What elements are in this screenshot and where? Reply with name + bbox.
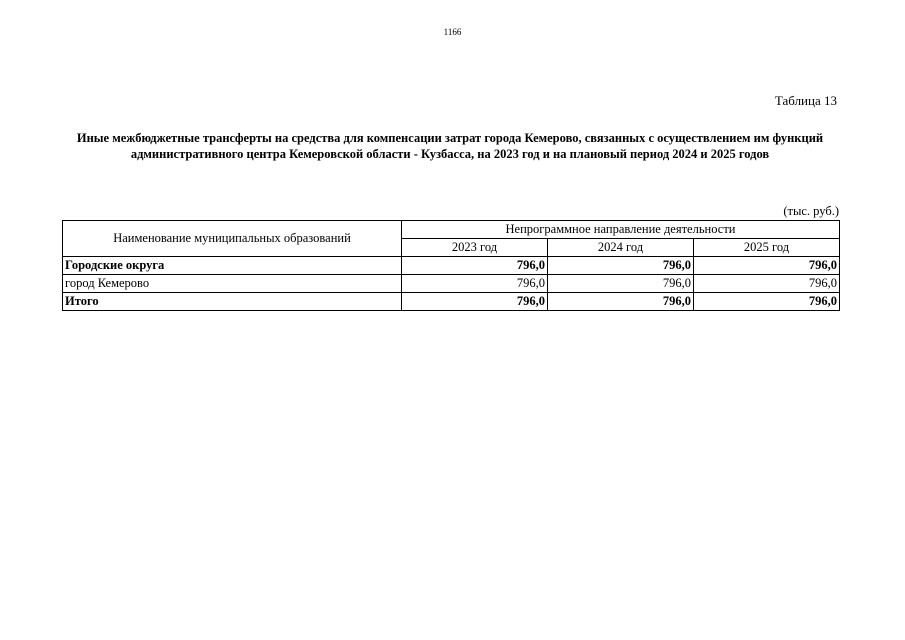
header-municipality: Наименование муниципальных образований [63,221,402,257]
row-name: Городские округа [63,257,402,275]
header-year: 2025 год [694,239,840,257]
table-row-total [63,293,840,311]
units-label: (тыс. руб.) [783,204,839,218]
header-year: 2024 год [548,239,694,257]
table-row [63,257,840,275]
row-value: 796,0 [694,293,840,311]
row-name: Итого [63,293,402,311]
row-value: 796,0 [548,275,694,293]
row-value: 796,0 [694,257,840,275]
row-name: город Кемерово [63,275,402,293]
row-value: 796,0 [548,257,694,275]
header-year: 2023 год [402,239,548,257]
row-value: 796,0 [402,275,548,293]
document-title: Иные межбюджетные трансферты на средства для компенсации затрат города Кемерово, связанных с осуществлением им функций административного центра Кемеровской области - Кузбасса, на 2023 год и на плановый период 2024 и 2025 годов [76,131,824,161]
table-row [63,275,840,293]
row-value: 796,0 [402,293,548,311]
header-direction: Непрограммное направление деятельности [402,221,840,239]
table-label: Таблица 13 [774,93,837,108]
row-value: 796,0 [402,257,548,275]
page-number: 1166 [443,27,462,37]
row-value: 796,0 [548,293,694,311]
transfers-table [62,220,840,311]
table-header-row [63,221,840,239]
row-value: 796,0 [694,275,840,293]
